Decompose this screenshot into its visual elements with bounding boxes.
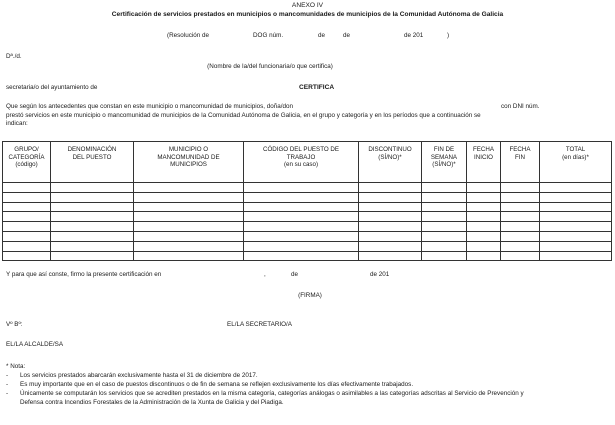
table-cell[interactable] — [3, 251, 51, 261]
header-line: CÓDIGO DEL PUESTO DE — [263, 146, 339, 153]
closing-de: de — [291, 271, 299, 278]
header-line: FECHA — [473, 146, 494, 153]
table-cell[interactable] — [501, 192, 540, 202]
table-cell[interactable] — [467, 183, 501, 193]
table-cell[interactable] — [134, 231, 244, 241]
table-cell[interactable] — [422, 202, 467, 212]
table-cell[interactable] — [359, 192, 422, 202]
resolution-open: (Resolución de — [167, 32, 210, 39]
table-row — [3, 212, 612, 222]
header-line: DENOMINACIÓN — [67, 146, 117, 153]
signature-caption: (FIRMA) — [298, 292, 322, 299]
table-cell[interactable] — [501, 202, 540, 212]
closing-text: Y para que así conste, firmo la presente certificación en — [6, 271, 162, 278]
official-prefix: Dª./d. — [6, 53, 22, 60]
table-cell[interactable] — [3, 212, 51, 222]
header-line: MUNICIPIO O — [168, 146, 209, 153]
table-cell[interactable] — [501, 183, 540, 193]
table-cell[interactable] — [51, 212, 134, 222]
mayor-signature-label: EL/LA ALCALDE/SA — [6, 341, 64, 348]
note-item: Los servicios prestados abarcarán exclusivamente hasta el 31 de diciembre de 2017. — [20, 372, 258, 379]
annex-label: ANEXO IV — [291, 2, 324, 9]
table-cell[interactable] — [540, 212, 612, 222]
table-cell[interactable] — [244, 192, 359, 202]
table-cell[interactable] — [3, 192, 51, 202]
header-line: FECHA — [509, 146, 531, 153]
header-line: (SÍ/NO)* — [378, 153, 402, 161]
table-cell[interactable] — [3, 183, 51, 193]
table-cell[interactable] — [244, 212, 359, 222]
table-cell[interactable] — [501, 222, 540, 232]
note-item: Únicamente se computarán los servicios que se acrediten prestados en la misma categoría, categorías análogas o asimilables a las categorías adscritas al Servicio de Prevención y — [20, 390, 524, 397]
secretary-of-council: secretaria/o del ayuntamiento de — [6, 84, 98, 91]
table-row — [3, 222, 612, 232]
header-line: MANCOMUNIDAD DE — [157, 153, 220, 161]
statement-line-3: indican: — [6, 120, 28, 127]
table-cell[interactable] — [422, 241, 467, 251]
table-cell[interactable] — [422, 231, 467, 241]
table-cell[interactable] — [422, 251, 467, 261]
table-cell[interactable] — [244, 231, 359, 241]
resolution-dog: DOG núm. — [253, 32, 284, 39]
table-cell[interactable] — [540, 222, 612, 232]
header-line: DEL PUESTO — [72, 153, 112, 161]
header-line: CATEGORÍA — [8, 153, 45, 161]
table-cell[interactable] — [359, 202, 422, 212]
resolution-close: ) — [447, 32, 450, 39]
table-cell[interactable] — [359, 251, 422, 261]
header-line: TRABAJO — [286, 153, 316, 161]
table-cell[interactable] — [422, 192, 467, 202]
table-cell[interactable] — [540, 251, 612, 261]
table-cell[interactable] — [467, 192, 501, 202]
note-item: Es muy importante que en el caso de puestos discontinuos o de fin de semana se reflejen exclusivamente los días efectivamente trabajados. — [20, 381, 414, 388]
table-cell[interactable] — [501, 231, 540, 241]
note-bullet: - — [6, 372, 9, 379]
table-cell[interactable] — [134, 212, 244, 222]
header-line: GRUPO/ — [14, 146, 39, 153]
note-item-continuation: Defensa contra Incendios Forestales de la Administración de la Xunta de Galicia y del Piadiga. — [20, 399, 284, 406]
table-cell[interactable] — [244, 183, 359, 193]
table-cell[interactable] — [359, 222, 422, 232]
table-cell[interactable] — [467, 222, 501, 232]
header-line: INICIO — [474, 153, 493, 161]
table-cell[interactable] — [134, 192, 244, 202]
table-row — [3, 202, 612, 212]
table-cell[interactable] — [134, 251, 244, 261]
resolution-year: de 201 — [404, 32, 424, 39]
table-row — [3, 231, 612, 241]
col-fecha-fin — [501, 142, 540, 183]
official-name-caption: (Nombre de la/del funcionaria/o que certifica) — [207, 63, 333, 70]
table-cell[interactable] — [3, 202, 51, 212]
table-cell[interactable] — [3, 241, 51, 251]
col-municipio — [134, 142, 244, 183]
table-cell[interactable] — [467, 241, 501, 251]
statement-dni: con DNI núm. — [501, 103, 540, 110]
table-cell[interactable] — [422, 222, 467, 232]
table-cell[interactable] — [501, 251, 540, 261]
table-cell[interactable] — [422, 183, 467, 193]
table-cell[interactable] — [51, 222, 134, 232]
col-fecha-inicio — [467, 142, 501, 183]
table-cell[interactable] — [244, 202, 359, 212]
note-bullet: - — [6, 390, 9, 397]
col-total — [540, 142, 612, 183]
table-cell[interactable] — [540, 241, 612, 251]
resolution-de-2: de — [343, 32, 351, 39]
table-cell[interactable] — [359, 241, 422, 251]
table-cell[interactable] — [501, 212, 540, 222]
table-cell[interactable] — [3, 231, 51, 241]
header-line: FIN DE — [433, 146, 455, 153]
col-codigo-puesto — [244, 142, 359, 183]
table-cell[interactable] — [244, 222, 359, 232]
secretary-signature-label: EL/LA SECRETARIO/A — [227, 321, 292, 328]
statement-line-1: Que según los antecedentes que constan en este municipio o mancomunidad de municipios, doña/don — [6, 103, 294, 110]
col-discontinuo — [359, 142, 422, 183]
table-cell[interactable] — [359, 231, 422, 241]
notes-label: * Nota: — [6, 363, 26, 370]
header-line: (código) — [15, 161, 38, 169]
col-fin-de-semana — [422, 142, 467, 183]
header-line: (en su caso) — [283, 161, 319, 169]
table-cell[interactable] — [51, 241, 134, 251]
table-header-row — [3, 142, 612, 183]
table-cell[interactable] — [3, 222, 51, 232]
table-cell[interactable] — [359, 212, 422, 222]
certifica-heading: CERTIFICA — [299, 84, 335, 91]
closing-year: de 201 — [370, 271, 390, 278]
table-row — [3, 251, 612, 261]
table-cell[interactable] — [422, 212, 467, 222]
table-cell[interactable] — [51, 192, 134, 202]
col-denominacion — [51, 142, 134, 183]
table-cell[interactable] — [51, 231, 134, 241]
table-cell[interactable] — [467, 202, 501, 212]
table-row — [3, 192, 612, 202]
table-cell[interactable] — [51, 183, 134, 193]
note-bullet: - — [6, 381, 9, 388]
table-cell[interactable] — [134, 183, 244, 193]
document-title: Certificación de servicios prestados en municipios o mancomunidades de municipios de la Comunidad Autónoma de Galicia — [111, 11, 504, 18]
statement-line-2: prestó servicios en este municipio o mancomunidad de municipios de la Comunidad Autónoma de Galicia, en el grupo y categoría y en los períodos que a continuación se — [6, 112, 481, 119]
table-row — [3, 183, 612, 193]
table-cell[interactable] — [501, 241, 540, 251]
table-cell[interactable] — [134, 241, 244, 251]
header-line: DISCONTINUO — [368, 146, 412, 153]
table-body — [3, 183, 612, 261]
header-line: (SÍ/NO)* — [432, 161, 456, 169]
header-line: FIN — [515, 153, 525, 161]
table-cell[interactable] — [467, 251, 501, 261]
table-cell[interactable] — [51, 202, 134, 212]
resolution-de-1: de — [318, 32, 326, 39]
services-table — [2, 141, 612, 261]
table-cell[interactable] — [540, 231, 612, 241]
header-line: TOTAL — [565, 146, 586, 153]
table-row — [3, 241, 612, 251]
col-grupo-categoria — [3, 142, 51, 183]
table-cell[interactable] — [467, 212, 501, 222]
table-cell[interactable] — [134, 222, 244, 232]
header-line: SEMANA — [430, 153, 458, 161]
table-cell[interactable] — [134, 202, 244, 212]
header-line: (en días)* — [562, 153, 589, 161]
table-cell[interactable] — [540, 202, 612, 212]
table-cell[interactable] — [467, 231, 501, 241]
table-cell[interactable] — [244, 241, 359, 251]
table-cell[interactable] — [540, 183, 612, 193]
table-cell[interactable] — [51, 251, 134, 261]
table-cell[interactable] — [540, 192, 612, 202]
closing-comma: , — [264, 271, 266, 278]
visto-bueno: Vº Bº: — [6, 321, 23, 328]
table-cell[interactable] — [244, 251, 359, 261]
table-cell[interactable] — [359, 183, 422, 193]
header-line: MUNICIPIOS — [170, 161, 207, 169]
